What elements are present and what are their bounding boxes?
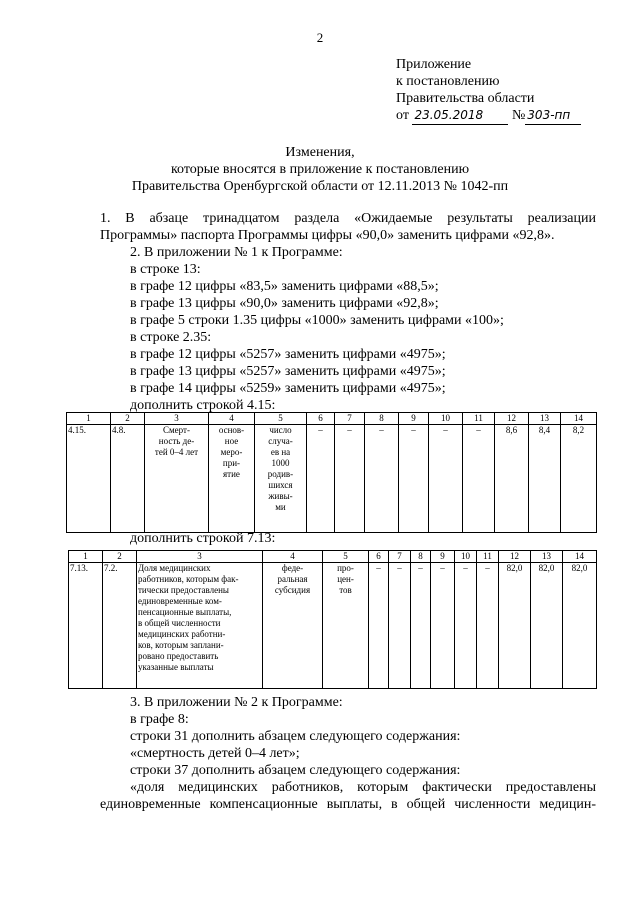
handwritten-number: 303-пп (525, 107, 581, 125)
heading-title: Изменения, (285, 145, 355, 160)
paragraph-1-line-2: Программы» паспорта Программы цифры «90,0» заменить цифрами «92,8». (100, 228, 555, 243)
column-header: 8 (411, 551, 431, 563)
table-row-7-13 (68, 550, 597, 689)
table-cell: – (411, 563, 431, 689)
column-header: 1 (67, 413, 111, 425)
table-cell: – (369, 563, 389, 689)
column-header: 1 (69, 551, 103, 563)
column-header: 7 (335, 413, 365, 425)
table-cell: – (307, 425, 335, 533)
table-cell: 82,0 (531, 563, 563, 689)
table-row (67, 425, 597, 533)
column-header: 9 (431, 551, 455, 563)
column-header: 4 (263, 551, 323, 563)
column-header: 12 (499, 551, 531, 563)
table-cell: Смерт- ность де- тей 0–4 лет (145, 425, 209, 533)
paragraph-2-a: в строке 13: (130, 262, 201, 277)
paragraph-3-a: в графе 8: (130, 712, 189, 727)
column-header: 3 (137, 551, 263, 563)
date-prefix: от (396, 108, 409, 123)
paragraph-2-e: в строке 2.35: (130, 330, 212, 345)
paragraph-3-c: «смертность детей 0–4 лет»; (130, 746, 300, 761)
table-cell: 4.15. (67, 425, 111, 533)
column-header: 13 (531, 551, 563, 563)
column-header: 2 (103, 551, 137, 563)
column-header: 6 (307, 413, 335, 425)
paragraph-1-line-1: 1. В абзаце тринадцатом раздела «Ожидаемые результаты реализации (100, 211, 596, 226)
number-prefix: № (511, 108, 526, 123)
table-cell: – (455, 563, 477, 689)
paragraph-2-h: в графе 14 цифры «5259» заменить цифрами «4975»; (130, 381, 446, 396)
page-number: 2 (316, 30, 324, 45)
document-heading (0, 144, 640, 195)
paragraph-3-d: строки 37 дополнить абзацем следующего содержания: (130, 763, 461, 778)
table-cell: 7.13. (69, 563, 103, 689)
appendix-block (396, 56, 581, 125)
column-header: 10 (429, 413, 463, 425)
paragraph-2-d: в графе 5 строки 1.35 цифры «1000» заменить цифрами «100»; (130, 313, 504, 328)
table-row-4-15 (66, 412, 597, 533)
paragraph-2-i: дополнить строкой 4.15: (130, 398, 276, 413)
paragraph-2-c: в графе 13 цифры «90,0» заменить цифрами «92,8»; (130, 296, 439, 311)
appendix-line-1: Приложение (396, 57, 472, 72)
table-cell: 8,6 (495, 425, 529, 533)
column-header: 6 (369, 551, 389, 563)
table-cell: феде- ральная субсидия (263, 563, 323, 689)
table-cell: – (431, 563, 455, 689)
table-cell: – (335, 425, 365, 533)
column-header: 11 (477, 551, 499, 563)
table-cell: 4.8. (111, 425, 145, 533)
column-header: 13 (529, 413, 561, 425)
heading-line-3: Правительства Оренбургской области от 12.11.2013 № 1042-пп (131, 179, 509, 194)
heading-line-2: которые вносятся в приложение к постановлению (170, 162, 470, 177)
paragraph-2-j: дополнить строкой 7.13: (130, 531, 276, 546)
table-cell: Доля медицинских работников, которым фак- тически предоставлены единовременные ком- пенсационные выплаты, в общей численности медицинских работни- ков, которым заплани- ровано предоставить указанные выплаты (137, 563, 263, 689)
column-header: 8 (365, 413, 399, 425)
table-cell: 8,4 (529, 425, 561, 533)
table-cell: – (463, 425, 495, 533)
column-header: 7 (389, 551, 411, 563)
appendix-line-3: Правительства области (396, 91, 535, 106)
table-header-row (67, 413, 597, 425)
column-header: 14 (563, 551, 597, 563)
handwritten-date: 23.05.2018 (412, 107, 508, 125)
appendix-line-2: к постановлению (396, 74, 500, 89)
table-cell: 7.2. (103, 563, 137, 689)
table-cell: 82,0 (563, 563, 597, 689)
table-cell: число случа- ев на 1000 родив- шихся живы- ми (255, 425, 307, 533)
column-header: 5 (255, 413, 307, 425)
column-header: 10 (455, 551, 477, 563)
paragraph-2-f: в графе 12 цифры «5257» заменить цифрами «4975»; (130, 347, 446, 362)
appendix-date-line (396, 107, 581, 125)
table-cell: – (389, 563, 411, 689)
paragraph-2-b: в графе 12 цифры «83,5» заменить цифрами «88,5»; (130, 279, 439, 294)
column-header: 2 (111, 413, 145, 425)
paragraph-2-g: в графе 13 цифры «5257» заменить цифрами «4975»; (130, 364, 446, 379)
paragraph-3-e-line-1: «доля медицинских работников, которым фактически предоставлены (130, 780, 596, 795)
column-header: 12 (495, 413, 529, 425)
column-header: 4 (209, 413, 255, 425)
paragraph-3-e-line-2: единовременные компенсационные выплаты, в общей численности медицин- (100, 797, 596, 812)
table-cell: – (399, 425, 429, 533)
paragraph-3-b: строки 31 дополнить абзацем следующего содержания: (130, 729, 461, 744)
column-header: 11 (463, 413, 495, 425)
table-cell: – (477, 563, 499, 689)
paragraph-2: 2. В приложении № 1 к Программе: (130, 245, 343, 260)
column-header: 5 (323, 551, 369, 563)
column-header: 9 (399, 413, 429, 425)
table-row (69, 563, 597, 689)
column-header: 3 (145, 413, 209, 425)
table-cell: основ- ное меро- при- ятие (209, 425, 255, 533)
table-cell: – (365, 425, 399, 533)
table-header-row (69, 551, 597, 563)
table-cell: 8,2 (561, 425, 597, 533)
column-header: 14 (561, 413, 597, 425)
table-cell: 82,0 (499, 563, 531, 689)
paragraph-3: 3. В приложении № 2 к Программе: (130, 695, 343, 710)
table-cell: про- цен- тов (323, 563, 369, 689)
table-cell: – (429, 425, 463, 533)
